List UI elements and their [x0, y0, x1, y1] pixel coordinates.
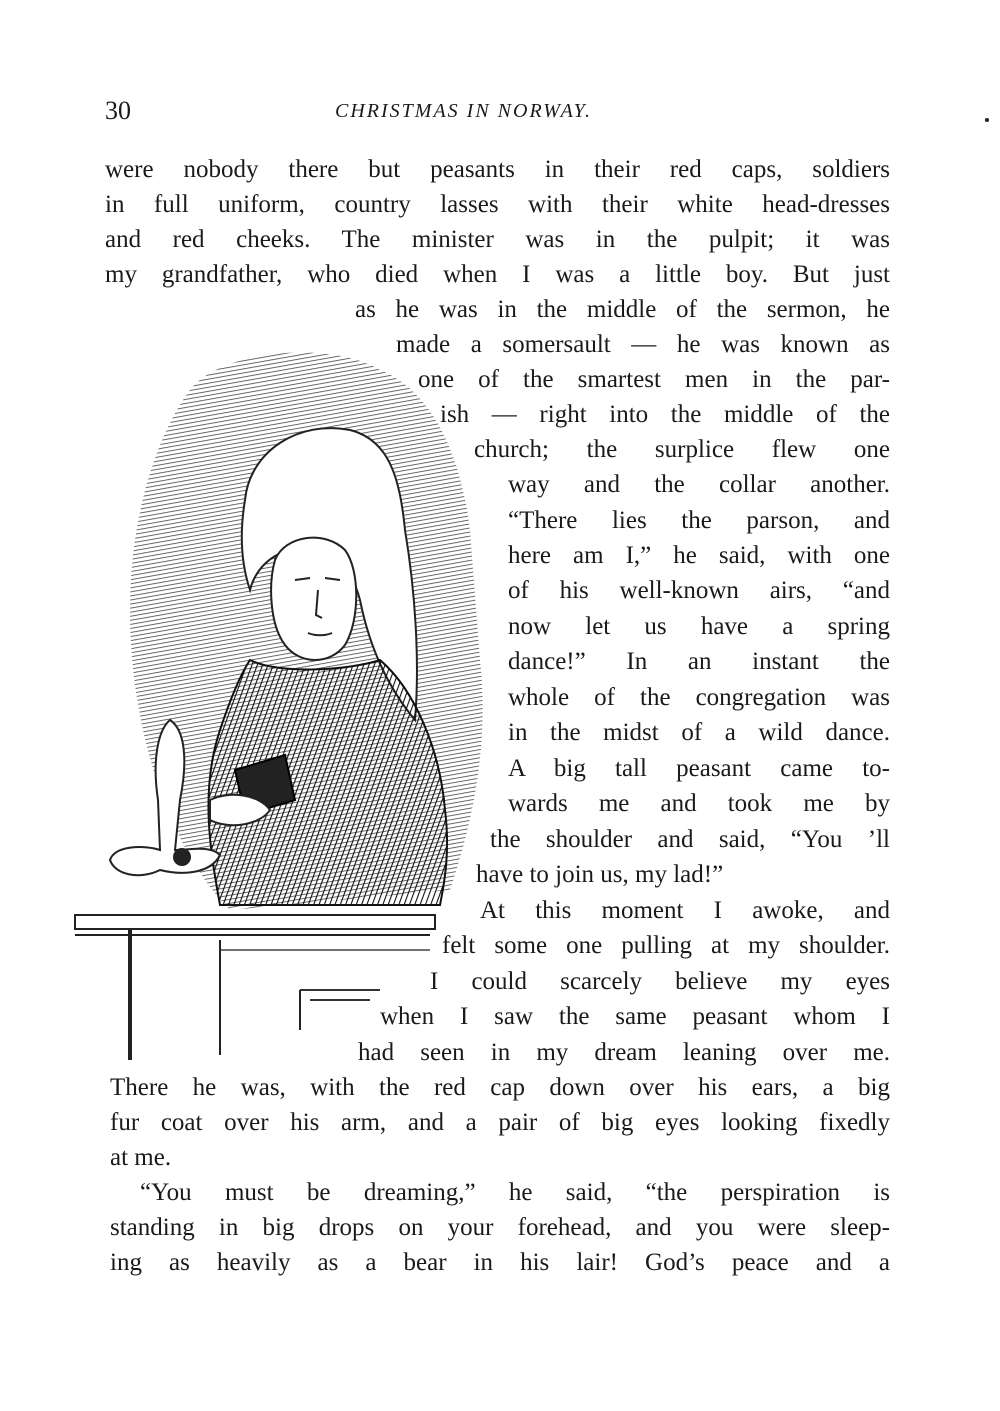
text-line: had seen in my dream leaning over me.: [358, 1039, 890, 1066]
text-line: church; the surplice flew one: [474, 436, 890, 463]
running-title: CHRISTMAS IN NORWAY.: [335, 100, 592, 122]
text-line: way and the collar another.: [508, 471, 890, 498]
face: [271, 538, 356, 660]
pulpit-ledge: [75, 915, 435, 929]
text-line: whole of the congregation was: [508, 684, 890, 711]
text-line: dance!” In an instant the: [508, 648, 890, 675]
text-line: At this moment I awoke, and: [480, 897, 890, 924]
text-line: “You must be dreaming,” he said, “the perspiration is: [140, 1179, 890, 1206]
page-number: 30: [105, 96, 131, 125]
text-line: here am I,” he said, with one: [508, 542, 890, 569]
text-line: There he was, with the red cap down over his ears, a big: [110, 1074, 890, 1101]
text-line: at me.: [110, 1144, 172, 1171]
text-line: ing as heavily as a bear in his lair! God’s peace and a: [110, 1249, 890, 1276]
text-line: now let us have a spring: [508, 613, 890, 640]
stray-mark: [985, 118, 989, 122]
text-line: my grandfather, who died when I was a little boy. But just: [105, 261, 890, 288]
page-header: [105, 96, 895, 136]
text-line: made a somersault — he was known as: [396, 331, 890, 358]
text-line: I could scarcely believe my eyes: [430, 968, 890, 995]
text-line: the shoulder and said, “You ’ll: [490, 826, 890, 853]
text-line: A big tall peasant came to-: [508, 755, 890, 782]
text-line: wards me and took me by: [508, 790, 890, 817]
text-line: of his well-known airs, “and: [508, 577, 890, 604]
text-line: have to join us, my lad!”: [476, 861, 724, 888]
text-line: and red cheeks. The minister was in the pulpit; it was: [105, 226, 890, 253]
text-line: felt some one pulling at my shoulder.: [442, 932, 890, 959]
text-line: in full uniform, country lasses with their white head-dresses: [105, 191, 890, 218]
text-line: ish — right into the middle of the: [440, 401, 890, 428]
text-line: were nobody there but peasants in their red caps, soldiers: [105, 156, 890, 183]
text-line: when I saw the same peasant whom I: [380, 1003, 890, 1030]
text-line: as he was in the middle of the sermon, he: [355, 296, 890, 323]
text-line: fur coat over his arm, and a pair of big eyes looking fixedly: [110, 1109, 890, 1136]
text-line: one of the smartest men in the par-: [418, 366, 890, 393]
text-line: “There lies the parson, and: [508, 507, 890, 534]
text-line: standing in big drops on your forehead, and you were sleep-: [110, 1214, 890, 1241]
text-line: in the midst of a wild dance.: [508, 719, 890, 746]
